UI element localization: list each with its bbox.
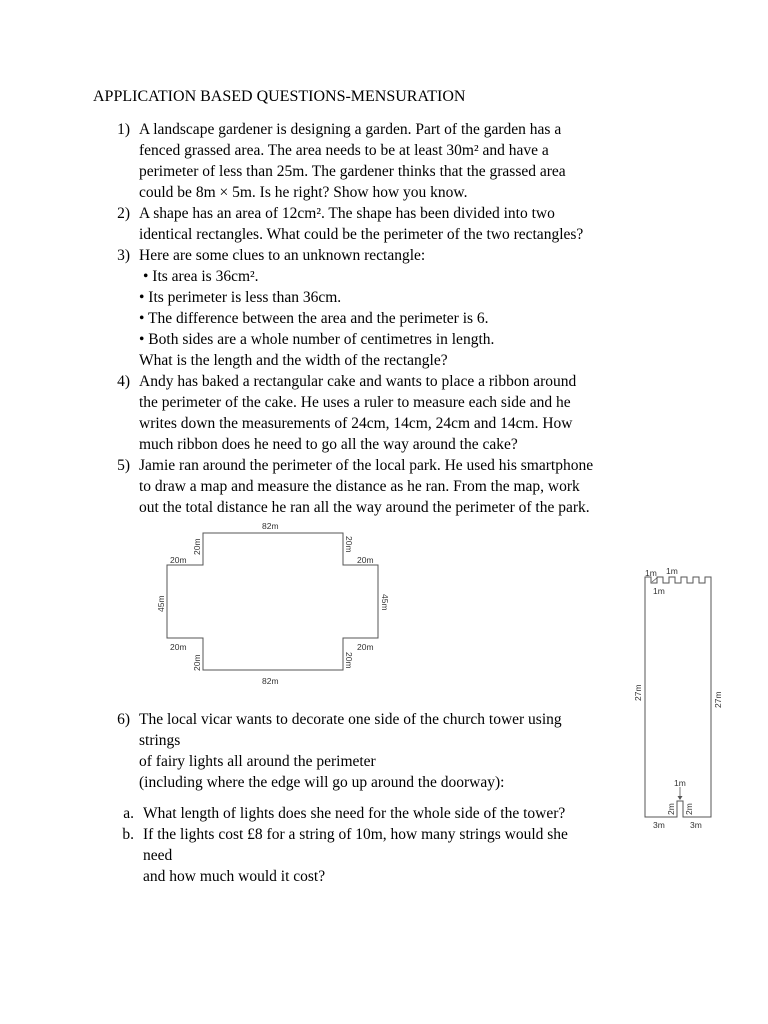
tower-label-left: 27m — [633, 684, 643, 701]
question-text-line: and how much would it cost? — [143, 868, 326, 885]
tower-label-gap-w: 1m — [666, 566, 678, 576]
church-tower-diagram — [627, 560, 737, 835]
question-text-line: the perimeter of the cake. He uses a ruler to measure each side and he — [139, 394, 571, 411]
clue-item: • Its area is 36cm². — [143, 268, 259, 285]
question-text-line: Jamie ran around the perimeter of the local park. He used his smartphone — [139, 457, 594, 474]
dim-label-br-v: 20m — [344, 652, 354, 669]
sub-question-letter: a. — [123, 805, 134, 822]
tower-label-door-h-left: 2m — [666, 803, 676, 815]
question-text-line: writes down the measurements of 24cm, 14cm, 24cm and 14cm. How — [139, 415, 573, 432]
question-text-line: What is the length and the width of the rectangle? — [139, 352, 448, 369]
tower-label-right: 27m — [713, 691, 723, 708]
clue-item: • The difference between the area and the perimeter is 6. — [139, 310, 489, 327]
tower-label-base-left: 3m — [653, 820, 665, 830]
dim-label-tl-h: 20m — [170, 555, 187, 565]
question-text-line: out the total distance he ran all the way around the perimeter of the park. — [139, 499, 590, 516]
tower-label-door-w: 1m — [674, 778, 686, 788]
sub-question-letter: b. — [122, 826, 134, 843]
question-number: 2) — [117, 205, 130, 222]
question-text-line: A shape has an area of 12cm². The shape has been divided into two — [139, 205, 555, 222]
clue-item: • Both sides are a whole number of centimetres in length. — [139, 331, 495, 348]
question-number: 5) — [117, 457, 130, 474]
dim-label-left: 45m — [156, 595, 166, 612]
question-text-line: The local vicar wants to decorate one side of the church tower using — [139, 711, 562, 728]
tower-label-notch-w: 1m — [645, 568, 657, 578]
question-text-line: need — [143, 847, 173, 864]
question-text-line: perimeter of less than 25m. The gardener thinks that the grassed area — [139, 163, 566, 180]
dim-label-tr-v: 20m — [344, 536, 354, 553]
question-text-line: (including where the edge will go up around the doorway): — [139, 774, 505, 791]
question-text-line: Here are some clues to an unknown rectangle: — [139, 247, 426, 264]
question-number: 4) — [117, 373, 130, 390]
question-text-line: to draw a map and measure the distance as he ran. From the map, work — [139, 478, 580, 495]
question-text-line: A landscape gardener is designing a garden. Part of the garden has a — [139, 121, 562, 138]
question-text-line: What length of lights does she need for the whole side of the tower? — [143, 805, 566, 822]
question-number: 6) — [117, 711, 130, 728]
question-number: 1) — [117, 121, 130, 138]
door-pointer-arrowhead — [678, 796, 683, 800]
question-text-line: of fairy lights all around the perimeter — [139, 753, 376, 770]
dim-label-top: 82m — [262, 521, 279, 531]
question-number: 3) — [117, 247, 130, 264]
dim-label-bl-v: 20m — [192, 654, 202, 671]
question-text-line: could be 8m × 5m. Is he right? Show how you know. — [139, 184, 468, 201]
dim-label-bottom: 82m — [262, 676, 279, 686]
tower-label-door-h-right: 2m — [684, 803, 694, 815]
question-text-line: strings — [139, 732, 181, 749]
clue-item: • Its perimeter is less than 36cm. — [139, 289, 342, 306]
page-title: APPLICATION BASED QUESTIONS-MENSURATION — [93, 88, 466, 105]
tower-label-notch-h: 1m — [653, 586, 665, 596]
question-text-line: fenced grassed area. The area needs to be at least 30m² and have a — [139, 142, 549, 159]
question-text-line: If the lights cost £8 for a string of 10m, how many strings would she — [143, 826, 568, 843]
question-text-line: Andy has baked a rectangular cake and wants to place a ribbon around — [139, 373, 577, 390]
dim-label-tl-v: 20m — [192, 538, 202, 555]
question-text-line: much ribbon does he need to go all the way around the cake? — [139, 436, 518, 453]
dim-label-tr-h: 20m — [357, 555, 374, 565]
question-text-line: identical rectangles. What could be the perimeter of the two rectangles? — [139, 226, 584, 243]
park-map-diagram — [150, 518, 400, 690]
dim-label-bl-h: 20m — [170, 642, 187, 652]
dim-label-right: 45m — [380, 594, 390, 611]
tower-label-base-right: 3m — [690, 820, 702, 830]
dim-label-br-h: 20m — [357, 642, 374, 652]
